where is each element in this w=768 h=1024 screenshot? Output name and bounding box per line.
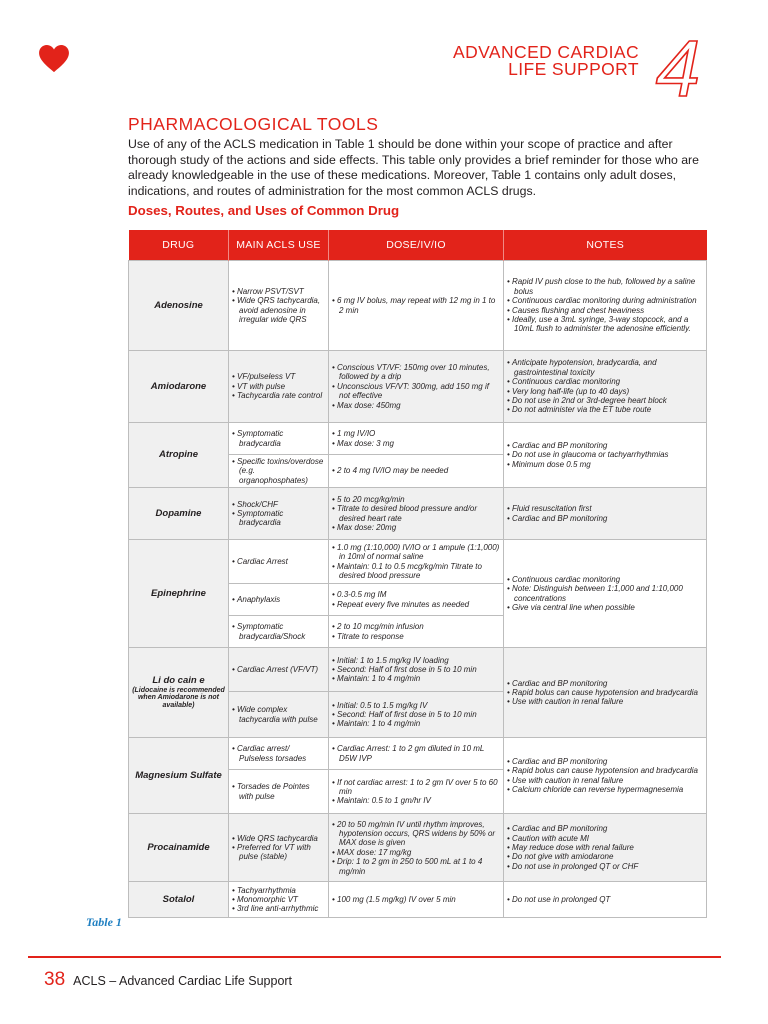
chapter-title-line-2: LIFE SUPPORT: [508, 59, 639, 79]
list-item: • Do not give with amiodarone: [507, 852, 703, 861]
main-use-cell: [229, 455, 329, 488]
page-number: 38: [44, 969, 66, 990]
list-item: • Cardiac Arrest (VF/VT): [232, 665, 325, 674]
main-use-cell: [229, 488, 329, 540]
footer-text: ACLS – Advanced Cardiac Life Support: [73, 974, 293, 988]
table-header-row: [129, 230, 707, 261]
list-item: • Do not use in prolonged QT or CHF: [507, 862, 703, 871]
table-row: [129, 351, 707, 423]
main-use-cell: [229, 584, 329, 616]
list-item: • Use with caution in renal failure: [507, 697, 703, 706]
notes-cell: [504, 540, 707, 648]
list-item: • 6 mg IV bolus, may repeat with 12 mg in 1 to 2 min: [332, 296, 500, 315]
dose-cell: [329, 488, 504, 540]
list-item: • Fluid resuscitation first: [507, 504, 703, 513]
list-item: • Continuous cardiac monitoring during administration: [507, 296, 703, 305]
footer-rule: [28, 956, 721, 958]
list-item: • Ideally, use a 3mL syringe, 3-way stopcock, and a 10mL flush to administer the adenosine efficiently.: [507, 315, 703, 334]
list-item: • Cardiac and BP monitoring: [507, 441, 703, 450]
list-item: • Very long half-life (up to 40 days): [507, 387, 703, 396]
drug-name-cell: [129, 351, 229, 423]
notes-cell: [504, 488, 707, 540]
table-row: [129, 882, 707, 918]
main-use-cell: [229, 882, 329, 918]
main-use-cell: [229, 738, 329, 770]
table-heading: Doses, Routes, and Uses of Common Drug: [128, 203, 400, 218]
drug-name: Amiodarone: [150, 380, 207, 392]
chapter-title: [453, 44, 639, 78]
main-use-cell: [229, 770, 329, 814]
list-item: • Preferred for VT with pulse (stable): [232, 843, 325, 862]
chapter-number: [650, 32, 706, 102]
dose-cell: [329, 814, 504, 882]
dose-cell: [329, 540, 504, 584]
list-item: • Maintain: 0.1 to 0.5 mcg/kg/min Titrate to desired blood pressure: [332, 562, 500, 581]
notes-cell: [504, 423, 707, 488]
list-item: • Minimum dose 0.5 mg: [507, 460, 703, 469]
notes-cell: [504, 351, 707, 423]
list-item: • Titrate to desired blood pressure and/or desired heart rate: [332, 504, 500, 523]
list-item: • MAX dose: 17 mg/kg: [332, 848, 500, 857]
list-item: • Monomorphic VT: [232, 895, 325, 904]
drug-name-cell: [129, 488, 229, 540]
notes-cell: [504, 261, 707, 351]
list-item: • Do not use in glaucoma or tachyarrhythmias: [507, 450, 703, 459]
list-item: • Cardiac and BP monitoring: [507, 824, 703, 833]
list-item: • Maintain: 1 to 4 mg/min: [332, 674, 500, 683]
list-item: • Maintain: 0.5 to 1 gm/hr IV: [332, 796, 500, 805]
list-item: • 0.3-0.5 mg IM: [332, 590, 500, 599]
column-header-drug: DRUG: [129, 230, 229, 261]
dose-cell: [329, 423, 504, 455]
main-use-cell: [229, 648, 329, 692]
dose-cell: [329, 692, 504, 738]
main-use-cell: [229, 261, 329, 351]
drug-name: Atropine: [158, 449, 199, 461]
list-item: • Cardiac and BP monitoring: [507, 757, 703, 766]
list-item: • Rapid bolus can cause hypotension and bradycardia: [507, 688, 703, 697]
list-item: • Shock/CHF: [232, 500, 325, 509]
dose-cell: [329, 738, 504, 770]
list-item: • Rapid bolus can cause hypotension and bradycardia: [507, 766, 703, 775]
list-item: • Repeat every five minutes as needed: [332, 600, 500, 609]
intro-paragraph: Use of any of the ACLS medication in Table 1 should be done within your scope of practice and after thorough study of the actions and side effects. This table only provides a brief reminder for those who are already knowledgeable in the use of these medications. Moreover, Table 1 contains only adult doses, indications, and routes of administration for the most common ACLS drugs.: [128, 137, 699, 198]
main-use-cell: [229, 351, 329, 423]
list-item: • Conscious VT/VF: 150mg over 10 minutes, followed by a drip: [332, 363, 500, 382]
main-use-cell: [229, 540, 329, 584]
main-use-cell: [229, 692, 329, 738]
drug-name: Magnesium Sulfate: [135, 770, 222, 782]
list-item: • Cardiac and BP monitoring: [507, 679, 703, 688]
column-header-dose: DOSE/IV/IO: [329, 230, 504, 261]
list-item: • Unconscious VF/VT: 300mg, add 150 mg if not effective: [332, 382, 500, 401]
list-item: • Drip: 1 to 2 gm in 250 to 500 mL at 1 to 4 mg/min: [332, 857, 500, 876]
table-row: [129, 261, 707, 351]
list-item: • Narrow PSVT/SVT: [232, 287, 325, 296]
list-item: • Wide QRS tachycardia: [232, 834, 325, 843]
drug-name: Dopamine: [155, 508, 202, 520]
drug-note: (Lidocaine is recommended when Amiodarone is not available): [132, 686, 225, 709]
table-row: [129, 648, 707, 692]
drug-name: Li do cain e: [152, 675, 205, 687]
drug-name: Adenosine: [154, 299, 203, 311]
notes-cell: [504, 814, 707, 882]
list-item: • 100 mg (1.5 mg/kg) IV over 5 min: [332, 895, 500, 904]
list-item: • 2 to 4 mg IV/IO may be needed: [332, 466, 500, 475]
drug-name-cell: [129, 540, 229, 648]
dose-cell: [329, 584, 504, 616]
list-item: • 1.0 mg (1:10,000) IV/IO or 1 ampule (1:1,000) in 10ml of normal saline: [332, 543, 500, 562]
list-item: • Give via central line when possible: [507, 603, 703, 612]
footer: [44, 969, 292, 991]
list-item: • 3rd line anti-arrhythmic: [232, 904, 325, 913]
main-use-cell: [229, 616, 329, 648]
table-body: [129, 261, 707, 918]
list-item: • May reduce dose with renal failure: [507, 843, 703, 852]
list-item: • VT with pulse: [232, 382, 325, 391]
list-item: • Symptomatic bradycardia/Shock: [232, 622, 325, 641]
list-item: • 1 mg IV/IO: [332, 429, 500, 438]
list-item: • Max dose: 20mg: [332, 523, 500, 532]
list-item: • Titrate to response: [332, 632, 500, 641]
list-item: • Continuous cardiac monitoring: [507, 575, 703, 584]
dose-cell: [329, 261, 504, 351]
list-item: • Symptomatic bradycardia: [232, 429, 325, 448]
table-row: [129, 540, 707, 584]
list-item: • 5 to 20 mcg/kg/min: [332, 495, 500, 504]
list-item: • Wide complex tachycardia with pulse: [232, 705, 325, 724]
list-item: • Initial: 1 to 1.5 mg/kg IV loading: [332, 656, 500, 665]
list-item: • Do not use in prolonged QT: [507, 895, 703, 904]
notes-cell: [504, 648, 707, 738]
list-item: • Wide QRS tachycardia, avoid adenosine in irregular wide QRS: [232, 296, 325, 324]
list-item: • Max dose: 450mg: [332, 401, 500, 410]
list-item: • Use with caution in renal failure: [507, 776, 703, 785]
list-item: • Second: Half of first dose in 5 to 10 min: [332, 665, 500, 674]
list-item: • Rapid IV push close to the hub, followed by a saline bolus: [507, 277, 703, 296]
list-item: • Cardiac arrest/ Pulseless torsades: [232, 744, 325, 763]
table-row: [129, 423, 707, 455]
drug-name: Sotalol: [162, 894, 195, 906]
list-item: • Anaphylaxis: [232, 595, 325, 604]
list-item: • Initial: 0.5 to 1.5 mg/kg IV: [332, 701, 500, 710]
dose-cell: [329, 455, 504, 488]
column-header-main-use: MAIN ACLS USE: [229, 230, 329, 261]
dose-cell: [329, 351, 504, 423]
drug-name-cell: [129, 423, 229, 488]
notes-cell: [504, 738, 707, 814]
list-item: • Continuous cardiac monitoring: [507, 377, 703, 386]
drug-name-cell: [129, 261, 229, 351]
drug-name-cell: [129, 882, 229, 918]
column-header-notes: NOTES: [504, 230, 707, 261]
list-item: • 2 to 10 mcg/min infusion: [332, 622, 500, 631]
list-item: • Cardiac Arrest: 1 to 2 gm diluted in 10 mL D5W IVP: [332, 744, 500, 763]
dose-cell: [329, 648, 504, 692]
notes-cell: [504, 882, 707, 918]
list-item: • Calcium chloride can reverse hypermagnesemia: [507, 785, 703, 794]
drug-name: Epinephrine: [151, 588, 206, 600]
list-item: • VF/pulseless VT: [232, 372, 325, 381]
list-item: • Causes flushing and chest heaviness: [507, 306, 703, 315]
section-title: PHARMACOLOGICAL TOOLS: [128, 114, 379, 134]
list-item: • Maintain: 1 to 4 mg/min: [332, 719, 500, 728]
table-row: [129, 738, 707, 770]
table-row: [129, 488, 707, 540]
list-item: • Cardiac Arrest: [232, 557, 325, 566]
list-item: • Cardiac and BP monitoring: [507, 514, 703, 523]
chapter-title-line-1: ADVANCED CARDIAC: [453, 42, 639, 62]
drug-name-cell: [129, 648, 229, 738]
list-item: • Specific toxins/overdose (e.g. organophosphates): [232, 457, 325, 485]
dose-cell: [329, 770, 504, 814]
list-item: • Caution with acute MI: [507, 834, 703, 843]
dose-cell: [329, 882, 504, 918]
list-item: • Do not use in 2nd or 3rd-degree heart block: [507, 396, 703, 405]
table-caption: Table 1: [86, 915, 122, 929]
main-use-cell: [229, 814, 329, 882]
list-item: • Note: Distinguish between 1:1,000 and 1:10,000 concentrations: [507, 584, 703, 603]
list-item: • If not cardiac arrest: 1 to 2 gm IV over 5 to 60 min: [332, 778, 500, 797]
drug-table: [128, 230, 707, 918]
list-item: • 20 to 50 mg/min IV until rhythm improves, hypotension occurs, QRS widens by 50% or MAX dose is given: [332, 820, 500, 848]
chapter-number-text: 4: [655, 32, 701, 102]
drug-name: Procainamide: [147, 842, 210, 854]
table-row: [129, 814, 707, 882]
list-item: • Anticipate hypotension, bradycardia, and gastrointestinal toxicity: [507, 358, 703, 377]
list-item: • Do not administer via the ET tube route: [507, 405, 703, 414]
list-item: • Tachycardia rate control: [232, 391, 325, 400]
list-item: • Torsades de Pointes with pulse: [232, 782, 325, 801]
main-use-cell: [229, 423, 329, 455]
dose-cell: [329, 616, 504, 648]
heart-icon: [39, 45, 69, 73]
drug-name-cell: [129, 738, 229, 814]
list-item: • Tachyarrhythmia: [232, 886, 325, 895]
drug-name-cell: [129, 814, 229, 882]
list-item: • Max dose: 3 mg: [332, 439, 500, 448]
list-item: • Second: Half of first dose in 5 to 10 min: [332, 710, 500, 719]
list-item: • Symptomatic bradycardia: [232, 509, 325, 528]
